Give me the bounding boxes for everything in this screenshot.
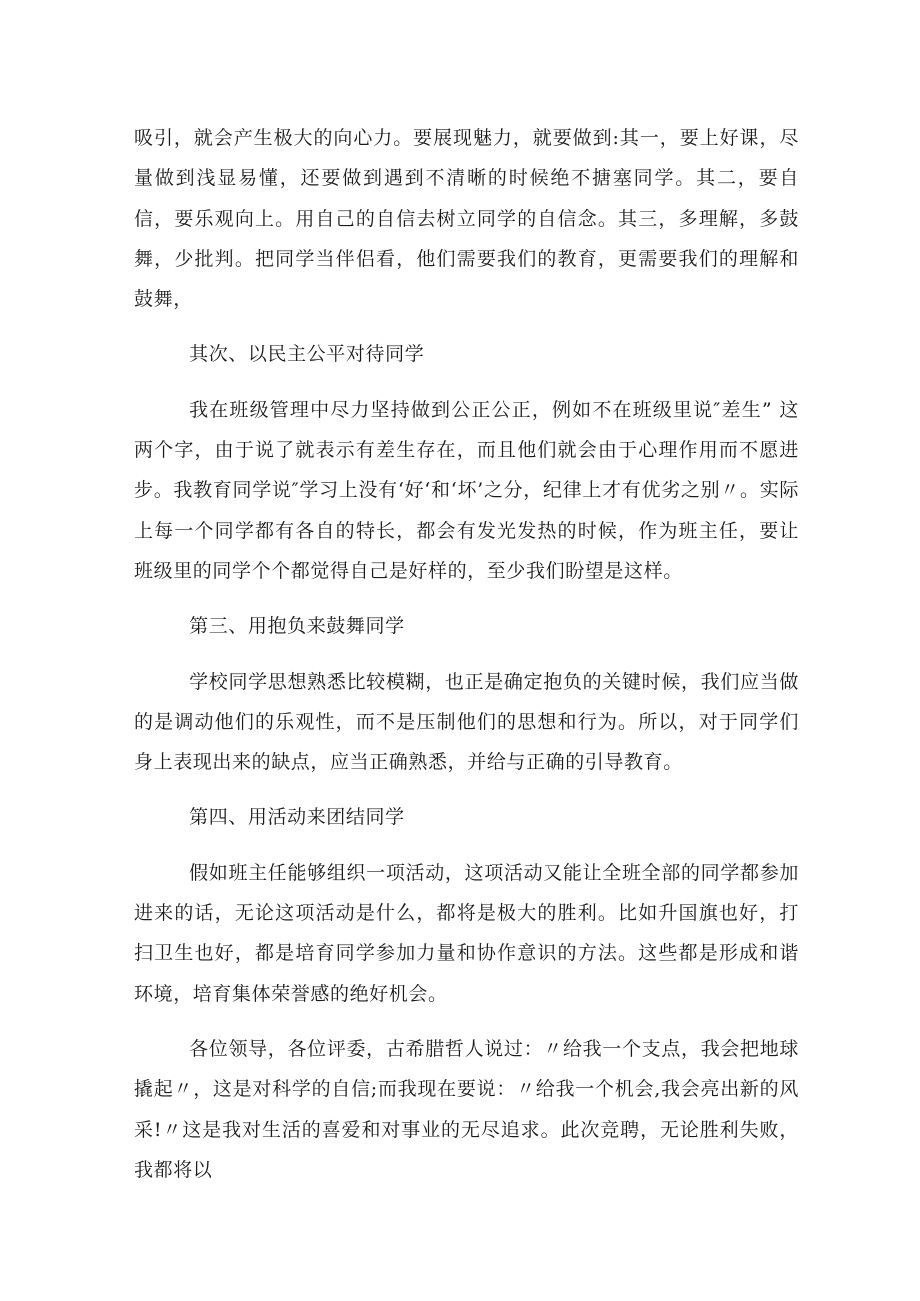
paragraph-closing: 各位领导，各位评委，古希腊哲人说过：〃给我一个支点，我会把地球撬起〃，这是对科学的自信;而我现在要说：〃给我一个机会,我会亮出新的风采!〃这是我对生活的喜爱和对事业的无尽追求。此次竞聘，无论胜利失败，我都将以 [134, 1037, 799, 1181]
paragraph-fairness: 我在班级管理中尽力坚持做到公正公正，例如不在班级里说″差生” 这两个字，由于说了就表示有差生存在，而且他们就会由于心理作用而不愿进步。我教育同学说″学习上没有‘好‘和‘坏’之分，纪律上才有优劣之别〃。实际上每一个同学都有各自的特长，都会有发光发热的时候，作为班主任，要让班级里的同学个个都觉得自己是好样的，至少我们盼望是这样。 [134, 398, 799, 582]
paragraph-ambition: 学校同学思想熟悉比较模糊，也正是确定抱负的关键时候，我们应当做的是调动他们的乐观性，而不是压制他们的思想和行为。所以，对于同学们身上表现出来的缺点，应当正确熟悉，并给与正确的引导教育。 [134, 670, 799, 774]
paragraph-charm: 吸引，就会产生极大的向心力。要展现魅力，就要做到:其一，要上好课，尽量做到浅显易懂，还要做到遇到不清晰的时候绝不搪塞同学。其二，要自信，要乐观向上。用自己的自信去树立同学的自信念。其三，多理解，多鼓舞，少批判。把同学当伴侣看，他们需要我们的教育，更需要我们的理解和鼓舞， [134, 127, 799, 311]
heading-ambition: 第三、用抱负来鼓舞同学 [189, 615, 405, 638]
heading-activities: 第四、用活动来团结同学 [189, 806, 405, 829]
document-body [134, 118, 799, 1205]
heading-democracy: 其次、以民主公平对待同学 [189, 343, 425, 366]
paragraph-activities: 假如班主任能够组织一项活动，这项活动又能让全班全部的同学都参加进来的话，无论这项活动是什么，都将是极大的胜利。比如升国旗也好，打扫卫生也好，都是培育同学参加力量和协作意识的方法。这些都是形成和谐环境，培育集体荣誉感的绝好机会。 [134, 861, 799, 1005]
